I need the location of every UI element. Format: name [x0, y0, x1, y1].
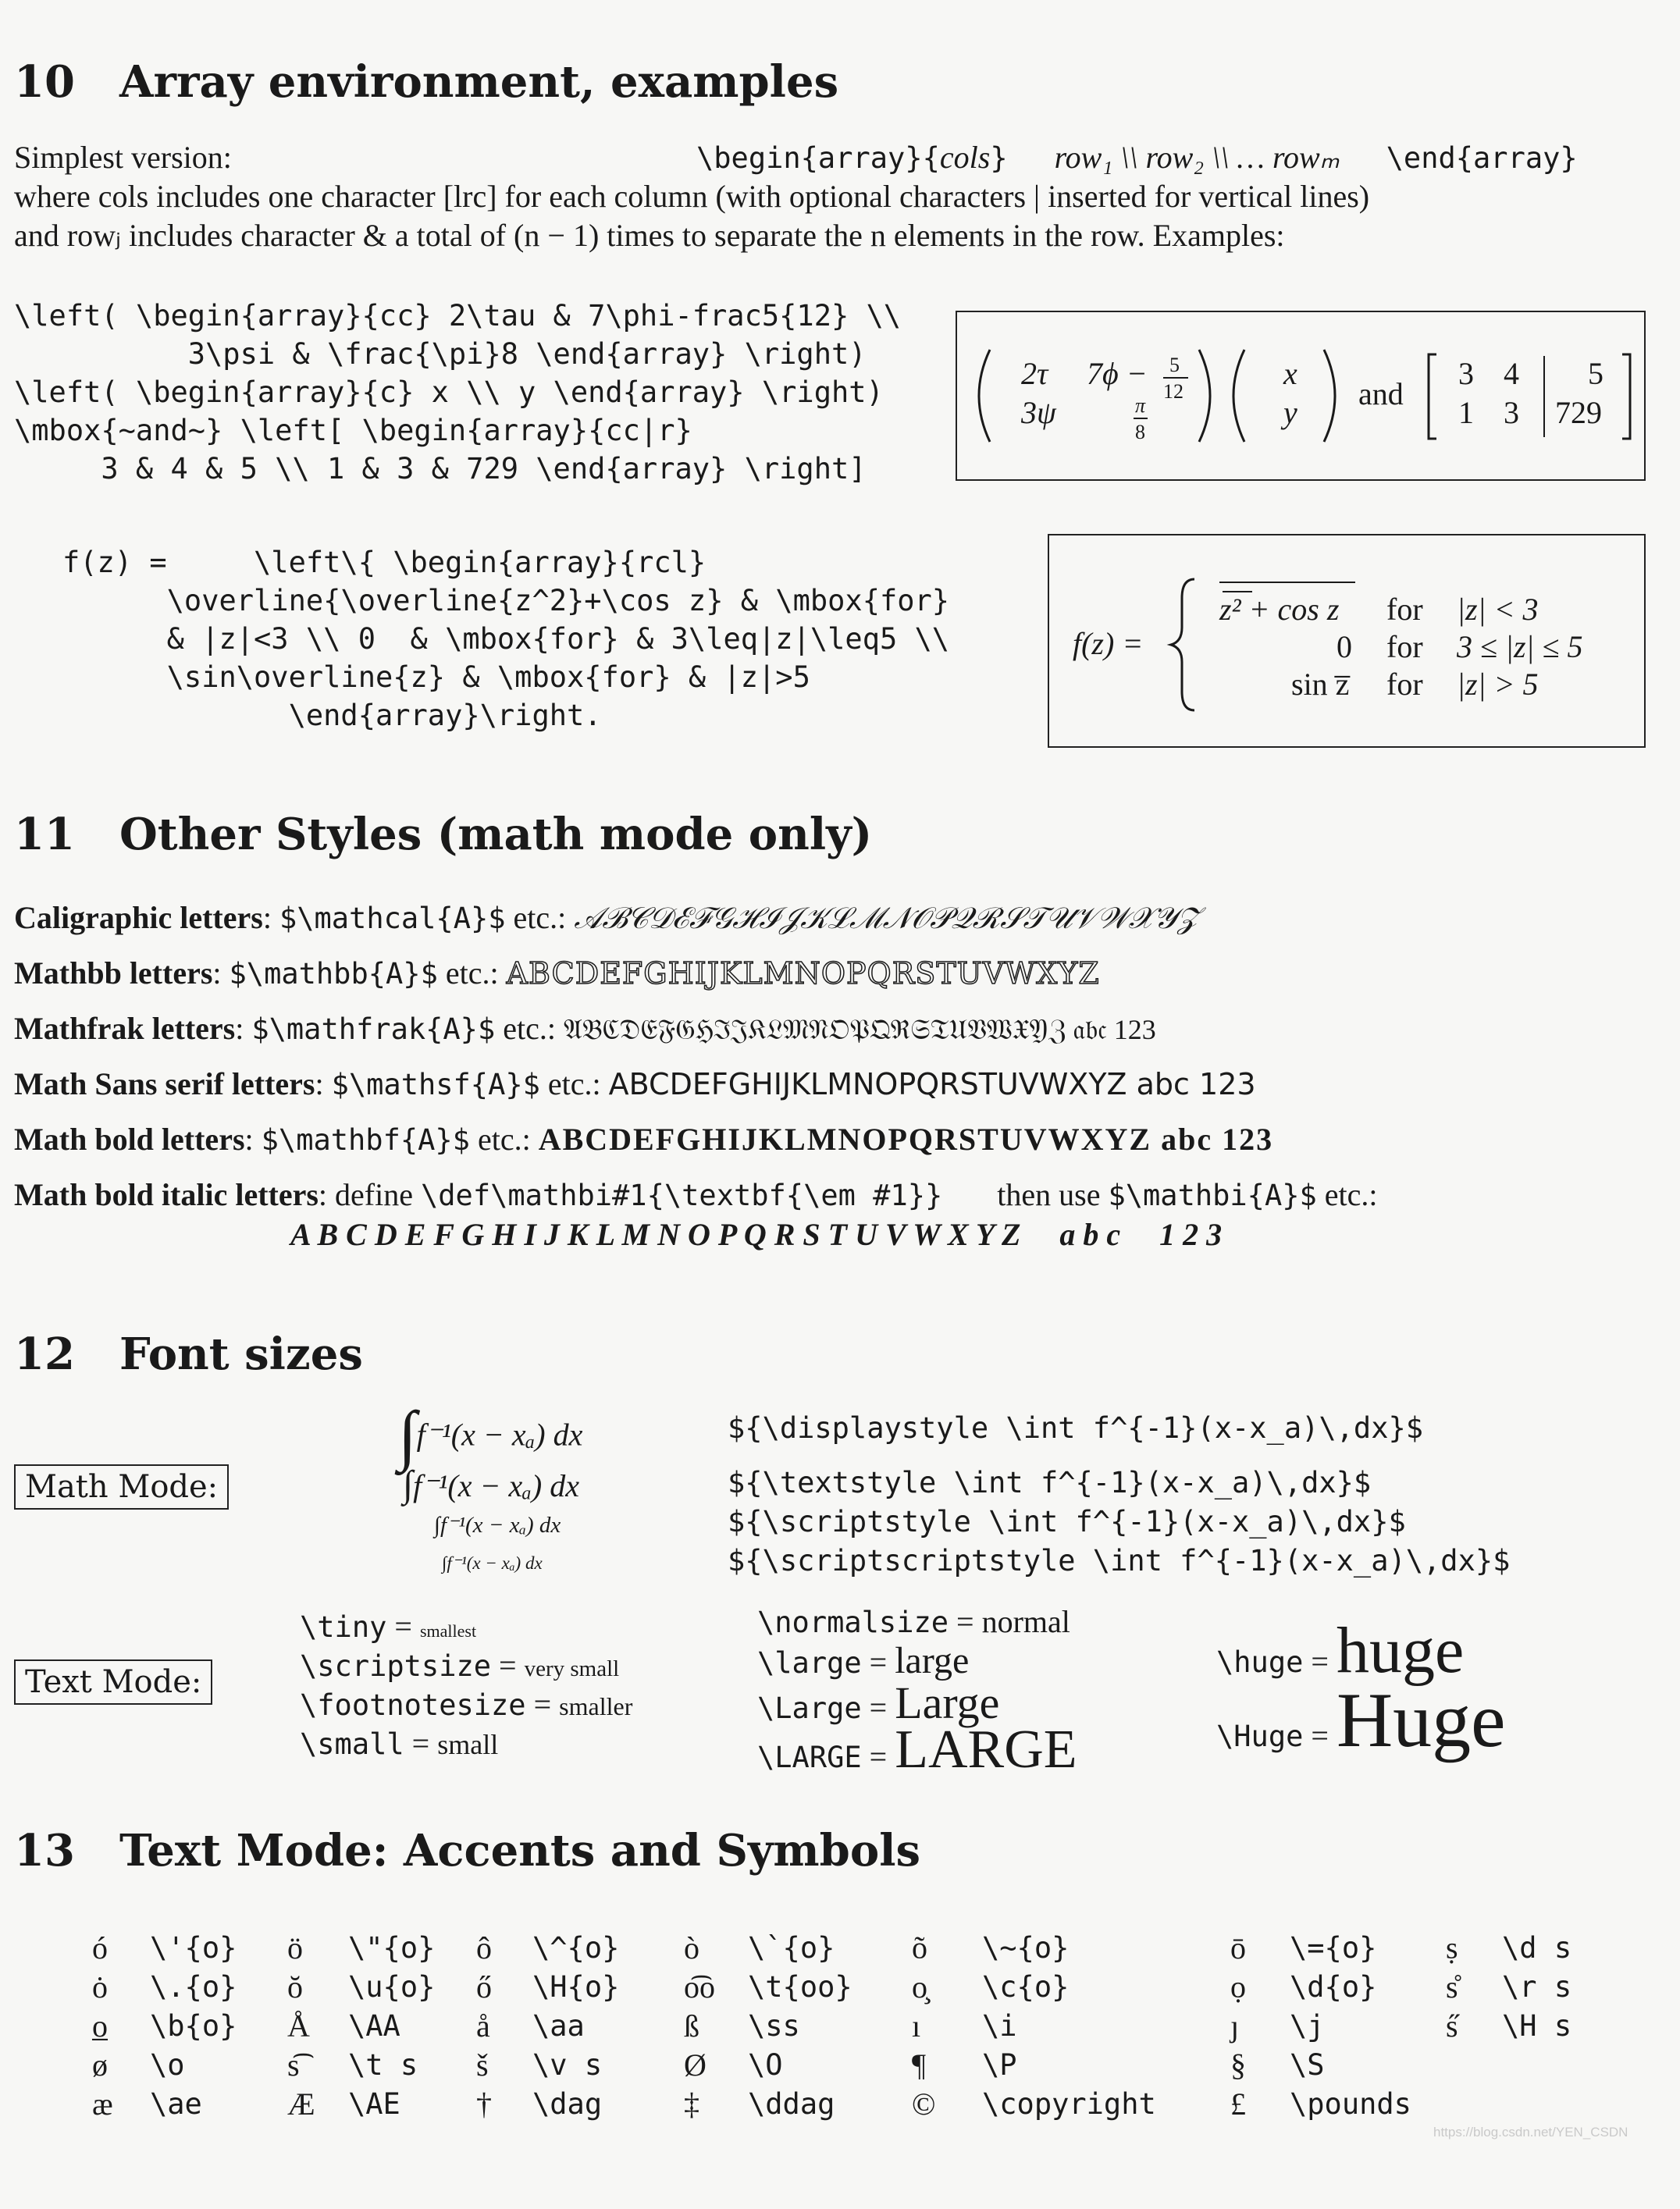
- accent-code: \v s: [532, 2048, 603, 2082]
- size-eq: =: [1311, 1644, 1329, 1679]
- size-sample: normal: [981, 1604, 1070, 1639]
- size-sample: huge: [1336, 1614, 1465, 1687]
- accent-glyph: å: [476, 2008, 490, 2044]
- size-sample: very small: [524, 1656, 620, 1681]
- accent-glyph: Å: [287, 2008, 310, 2044]
- accent-glyph: ¶: [912, 2047, 927, 2083]
- accent-glyph: æ: [92, 2086, 113, 2122]
- row3-expr: sin z̅: [1291, 667, 1350, 702]
- style-label: Mathfrak letters: [14, 1011, 236, 1046]
- b12: 4: [1504, 356, 1519, 391]
- accent-code: \'{o}: [150, 1931, 237, 1965]
- accent-glyph: s̊: [1446, 1969, 1458, 2004]
- array-code-example-2: f(z) = \left\{ \begin{array}{rcl} \overline{\overline{z^2}+\cos z} & \mbox{for} & |z|<3 \\ 0 & \mbox{for} & 3\leq|z|\leq5 \\ \sin\overline{z} & \mbox{for} & |z|>5 \end{array}\right.: [62, 546, 950, 732]
- array-render-box-2: [1048, 534, 1646, 748]
- m12-denominator: 12: [1163, 380, 1183, 403]
- size-eq: =: [394, 1609, 412, 1644]
- row1-for: for: [1386, 592, 1423, 627]
- size-LARGE: [757, 1719, 1077, 1781]
- and-word: and: [1358, 376, 1404, 411]
- accent-glyph: ŏ: [287, 1969, 303, 2004]
- sans-sample: ABCDEFGHIJKLMNOPQRSTUVWXYZ abc 123: [608, 1067, 1256, 1101]
- accent-code: \dag: [532, 2087, 603, 2121]
- accent-code: \d{o}: [1290, 1970, 1377, 2004]
- m22-denominator: 8: [1135, 421, 1145, 443]
- accent-glyph: ṣ: [1446, 1930, 1458, 1965]
- style-label: Caligraphic letters: [14, 900, 263, 935]
- size-cmd: \tiny: [300, 1610, 387, 1644]
- accent-glyph: †: [476, 2086, 492, 2122]
- row2-expr: 0: [1337, 629, 1352, 664]
- m11: 2τ: [1021, 356, 1048, 391]
- bi-code: \def\mathbi#1{\textbf{\em #1}}: [421, 1179, 943, 1212]
- accent-code: \ss: [748, 2009, 800, 2043]
- code-displaystyle: ${\displaystyle \int f^{-1}(x-x_a)\,dx}$: [728, 1411, 1424, 1445]
- accent-code: \u{o}: [348, 1970, 436, 2004]
- style-label: Math bold letters: [14, 1122, 245, 1157]
- size-eq: =: [869, 1645, 888, 1680]
- style-label: Math Sans serif letters: [14, 1066, 315, 1101]
- m21: 3ψ: [1021, 395, 1056, 430]
- size-eq: =: [411, 1726, 430, 1761]
- integral-expr: f⁻¹(x − xₐ) dx: [416, 1417, 583, 1453]
- style-etc: etc.:: [445, 955, 499, 991]
- style-code: $\mathbf{A}$: [261, 1123, 470, 1157]
- section-number: 13: [14, 1825, 75, 1876]
- style-row-mathbb: Mathbb letters: $\mathbb{A}$ etc.: ABCDEFGHIJKLMNOPQRSTUVWXYZ: [14, 955, 1100, 991]
- accent-glyph: ©: [912, 2086, 936, 2122]
- style-code: $\mathcal{A}$: [279, 902, 506, 935]
- accent-glyph: s͡: [287, 2047, 300, 2083]
- size-cmd: \normalsize: [757, 1606, 949, 1639]
- accent-glyph: ß: [684, 2008, 699, 2044]
- size-sample: smallest: [419, 1621, 477, 1641]
- size-sample: large: [895, 1640, 970, 1681]
- integral-expr: f⁻¹(x − xₐ) dx: [413, 1468, 579, 1503]
- bi-use: $\mathbi{A}$: [1108, 1179, 1317, 1212]
- piecewise-lhs: f(z) =: [1073, 626, 1144, 661]
- simplest-cmd: \begin{array}{: [696, 141, 940, 175]
- size-cmd: \LARGE: [757, 1741, 862, 1774]
- accent-code: \t s: [348, 2048, 418, 2082]
- row3-for: for: [1386, 667, 1423, 702]
- integral-expr: f⁻¹(x − xₐ) dx: [440, 1513, 561, 1538]
- b22: 3: [1504, 395, 1519, 430]
- style-row-bold-italic: Math bold italic letters: define \def\mathbi#1{\textbf{\em #1}} then use $\mathbi{A}$ etc.:: [14, 1177, 1378, 1212]
- accent-code: \aa: [532, 2009, 585, 2043]
- section-10-heading: [14, 56, 838, 108]
- size-eq: =: [499, 1648, 517, 1683]
- size-sample: Huge: [1336, 1677, 1506, 1763]
- row1-expr: z² + cos z: [1219, 592, 1340, 627]
- accent-glyph: ô: [476, 1930, 492, 1965]
- row2-cond: 3 ≤ |z| ≤ 5: [1457, 629, 1583, 664]
- accent-glyph: §: [1230, 2047, 1246, 2083]
- accent-glyph: ö: [287, 1930, 303, 1965]
- style-etc: etc.:: [513, 900, 567, 935]
- style-row-mathfrak: Mathfrak letters: $\mathfrak{A}$ etc.: 𝔄𝔅ℭ𝔇𝔈𝔉𝔊ℌℑ𝔍𝔎𝔏𝔐𝔑𝔒𝔓𝔔ℜ𝔖𝔗𝔘𝔙𝔚𝔛𝔜ℨ 𝔞𝔟𝔠 123: [14, 1011, 1156, 1046]
- v2: y: [1283, 395, 1297, 430]
- size-eq: =: [869, 1690, 888, 1725]
- mathbb-sample: ABCDEFGHIJKLMNOPQRSTUVWXYZ: [506, 956, 1100, 991]
- bold-sample: ABCDEFGHIJKLMNOPQRSTUVWXYZ abc 123: [538, 1122, 1274, 1157]
- accent-glyph: o͡o: [684, 1969, 715, 2004]
- accent-code: \c{o}: [982, 1970, 1070, 2004]
- description-line-3: and rowⱼ includes character & a total of (n − 1) times to separate the n elements in the row. Examples:: [14, 218, 1285, 253]
- accent-code: \ddag: [748, 2087, 835, 2121]
- size-cmd: \huge: [1216, 1645, 1304, 1679]
- left-paren: [979, 350, 990, 442]
- accent-code: \~{o}: [982, 1931, 1070, 1965]
- accent-code: \"{o}: [348, 1931, 436, 1965]
- simplest-end: \end{array}: [1386, 141, 1578, 175]
- array-render-box-1: [956, 311, 1646, 481]
- style-label: Math bold italic letters: [14, 1177, 319, 1212]
- left-brace: [1171, 579, 1194, 710]
- array-render-2: [1049, 535, 1644, 746]
- size-cmd: \large: [757, 1646, 862, 1680]
- accent-glyph: Ø: [684, 2047, 707, 2083]
- size-cmd: \Huge: [1216, 1720, 1304, 1753]
- accent-glyph: Æ: [287, 2086, 315, 2122]
- array-code-example-1: \left( \begin{array}{cc} 2\tau & 7\phi-frac5{12} \\ 3\psi & \frac{\pi}8 \end{array} \right) \left( \begin{array}{c} x \\ y \end{array} \right) \mbox{~and~} \left[ \begin{array}{cc|r} 3 & 4 & 5 \\ 1 & 3 & 729 \end{array} \right]: [14, 299, 902, 486]
- caligraphic-sample: 𝒜ℬ𝒞𝒟ℰℱ𝒢ℋℐ𝒥𝒦ℒℳ𝒩𝒪𝒫𝒬ℛ𝒮𝒯𝒰𝒱𝒲𝒳𝒴𝒵: [574, 901, 1200, 935]
- section-title: Array environment, examples: [119, 56, 839, 108]
- bi-etc: etc.:: [1324, 1177, 1378, 1212]
- accent-code: \S: [1290, 2048, 1325, 2082]
- accent-glyph: ø: [92, 2047, 108, 2083]
- bi-define: define: [335, 1177, 413, 1212]
- style-code: $\mathfrak{A}$: [251, 1012, 496, 1046]
- accent-glyph: ı: [912, 2008, 921, 2044]
- accent-code: \i: [982, 2009, 1017, 2043]
- row1-cond: |z| < 3: [1457, 592, 1539, 627]
- accent-code: \r s: [1502, 1970, 1572, 2004]
- style-row-caligraphic: Caligraphic letters: $\mathcal{A}$ etc.: 𝒜ℬ𝒞𝒟ℰℱ𝒢ℋℐ𝒥𝒦ℒℳ𝒩𝒪𝒫𝒬ℛ𝒮𝒯𝒰𝒱𝒲𝒳𝒴𝒵: [14, 900, 1200, 935]
- size-scriptsize: [300, 1647, 619, 1684]
- accent-code: \AA: [348, 2009, 400, 2043]
- accent-glyph: ȯ: [92, 1969, 108, 2004]
- accent-code: \b{o}: [150, 2009, 237, 2043]
- accent-code: \H s: [1502, 2009, 1572, 2043]
- accent-code: \H{o}: [532, 1970, 620, 2004]
- style-etc: etc.:: [503, 1011, 556, 1046]
- m12-numerator: 5: [1169, 354, 1180, 376]
- section-number: 12: [14, 1329, 75, 1380]
- accent-glyph: ‡: [684, 2086, 699, 2122]
- m22-numerator: π: [1135, 394, 1146, 417]
- mathfrak-sample: 𝔄𝔅ℭ𝔇𝔈𝔉𝔊ℌℑ𝔍𝔎𝔏𝔐𝔑𝔒𝔓𝔔ℜ𝔖𝔗𝔘𝔙𝔚𝔛𝔜ℨ 𝔞𝔟𝔠 123: [563, 1014, 1156, 1045]
- style-row-sans: Math Sans serif letters: $\mathsf{A}$ etc.: ABCDEFGHIJKLMNOPQRSTUVWXYZ abc 123: [14, 1066, 1256, 1101]
- size-eq: =: [869, 1739, 888, 1774]
- accent-glyph: ó: [92, 1930, 108, 1965]
- m12a: 7ϕ −: [1087, 356, 1148, 391]
- size-footnotesize: [300, 1686, 632, 1723]
- right-paren: [1199, 350, 1210, 442]
- accent-code: \ae: [150, 2087, 202, 2121]
- integral-expr: f⁻¹(x − xₐ) dx: [447, 1553, 543, 1573]
- accent-code: \d s: [1502, 1931, 1572, 1965]
- description-line-2: where cols includes one character [lrc] for each column (with optional characters | inserted for vertical lines): [14, 179, 1370, 214]
- watermark: https://blog.csdn.net/YEN_CSDN: [1433, 2125, 1628, 2140]
- accent-glyph: ò: [684, 1930, 699, 1965]
- size-Huge: [1216, 1675, 1506, 1765]
- simplest-syntax: [696, 139, 1578, 176]
- section-title: Other Styles (math mode only): [119, 809, 873, 860]
- bi-then: then use: [997, 1177, 1101, 1212]
- right-paren-vector: [1324, 350, 1335, 442]
- accent-code: \.{o}: [150, 1970, 237, 2004]
- right-bracket: [1622, 354, 1630, 439]
- code-scriptscriptstyle: ${\scriptscriptstyle \int f^{-1}(x-x_a)\,dx}$: [728, 1544, 1511, 1578]
- accent-glyph: õ: [912, 1930, 927, 1965]
- size-cmd: \small: [300, 1727, 404, 1761]
- section-12-heading: [14, 1329, 363, 1380]
- math-mode-label: Math Mode:: [14, 1464, 229, 1510]
- section-number: 10: [14, 56, 75, 108]
- accent-code: \`{o}: [748, 1931, 835, 1965]
- style-code: $\mathbb{A}$: [229, 957, 438, 991]
- accent-glyph: ȷ: [1230, 2008, 1240, 2044]
- accent-code: \P: [982, 2048, 1017, 2082]
- accent-glyph: ọ: [1230, 1969, 1246, 2004]
- accent-code: \j: [1290, 2009, 1325, 2043]
- size-tiny: [300, 1608, 476, 1645]
- accent-code: \^{o}: [532, 1931, 620, 1965]
- accent-glyph: ő: [476, 1969, 492, 2004]
- size-small: [300, 1725, 498, 1762]
- section-number: 11: [14, 809, 75, 860]
- b13: 5: [1588, 356, 1603, 391]
- text-mode-label: Text Mode:: [14, 1659, 212, 1705]
- section-title: Font sizes: [119, 1329, 363, 1380]
- accent-code: \AE: [348, 2087, 400, 2121]
- accent-glyph: s̋: [1446, 2008, 1458, 2044]
- integral-script: [434, 1511, 561, 1538]
- b11: 3: [1458, 356, 1474, 391]
- integral-display: [398, 1396, 582, 1474]
- accent-code: \t{oo}: [748, 1970, 852, 2004]
- accent-code: \copyright: [982, 2087, 1156, 2121]
- integral-sign: ∫: [434, 1513, 440, 1538]
- style-etc: etc.:: [547, 1066, 601, 1101]
- code-scriptstyle: ${\scriptstyle \int f^{-1}(x-x_a)\,dx}$: [728, 1505, 1406, 1538]
- left-bracket: [1429, 354, 1436, 439]
- style-label: Mathbb letters: [14, 955, 213, 991]
- size-eq: =: [533, 1687, 552, 1722]
- simplest-label: Simplest version:: [14, 140, 232, 175]
- simplest-rows: row₁ \\ row₂ \\ … rowₘ: [1054, 140, 1340, 175]
- section-title: Text Mode: Accents and Symbols: [119, 1825, 920, 1876]
- row3-cond: |z| > 5: [1457, 667, 1539, 702]
- accent-code: \={o}: [1290, 1931, 1377, 1965]
- simplest-cols: cols: [939, 140, 991, 175]
- size-eq: =: [956, 1604, 974, 1639]
- size-sample: smaller: [559, 1692, 633, 1720]
- bold-italic-sample: A B C D E F G H I J K L M N O P Q R S T U V W X Y Z a b c 1 2 3: [290, 1217, 1223, 1252]
- row2-for: for: [1386, 629, 1423, 664]
- accent-code: \O: [748, 2048, 783, 2082]
- size-sample: Large: [895, 1677, 1000, 1728]
- size-sample: small: [437, 1729, 499, 1760]
- style-etc: etc.:: [477, 1122, 531, 1157]
- style-row-bold: Math bold letters: $\mathbf{A}$ etc.: ABCDEFGHIJKLMNOPQRSTUVWXYZ abc 123: [14, 1122, 1274, 1157]
- style-code: $\mathsf{A}$: [331, 1068, 540, 1101]
- code-textstyle: ${\textstyle \int f^{-1}(x-x_a)\,dx}$: [728, 1466, 1372, 1499]
- section-13-heading: [14, 1825, 920, 1876]
- accent-glyph: ō: [1230, 1930, 1246, 1965]
- size-large: [757, 1639, 969, 1682]
- integral-sign: ∫: [398, 1397, 417, 1472]
- accent-glyph: š: [476, 2047, 489, 2083]
- array-render-1: [957, 312, 1644, 479]
- accent-code: \pounds: [1290, 2087, 1411, 2121]
- v1: x: [1283, 356, 1297, 391]
- accent-glyph: £: [1230, 2086, 1246, 2122]
- integral-sign: ∫: [442, 1553, 447, 1573]
- size-eq: =: [1311, 1718, 1329, 1753]
- size-cmd: \scriptsize: [300, 1649, 492, 1683]
- accent-code: \o: [150, 2048, 185, 2082]
- section-11-heading: [14, 809, 872, 860]
- size-normalsize: [757, 1603, 1070, 1640]
- size-cmd: \footnotesize: [300, 1688, 526, 1722]
- integral-sign: ∫: [403, 1464, 414, 1505]
- b21: 1: [1458, 395, 1474, 430]
- size-sample: LARGE: [895, 1720, 1077, 1780]
- accent-glyph: o̲: [92, 2008, 108, 2044]
- size-cmd: \Large: [757, 1691, 862, 1725]
- left-paren-vector: [1233, 350, 1244, 442]
- accent-glyph: o̧: [912, 1969, 927, 2004]
- simplest-cmd-close: }: [990, 141, 1008, 175]
- integral-text: [403, 1463, 579, 1506]
- b23: 729: [1555, 395, 1602, 430]
- integral-scriptscript: [442, 1553, 543, 1574]
